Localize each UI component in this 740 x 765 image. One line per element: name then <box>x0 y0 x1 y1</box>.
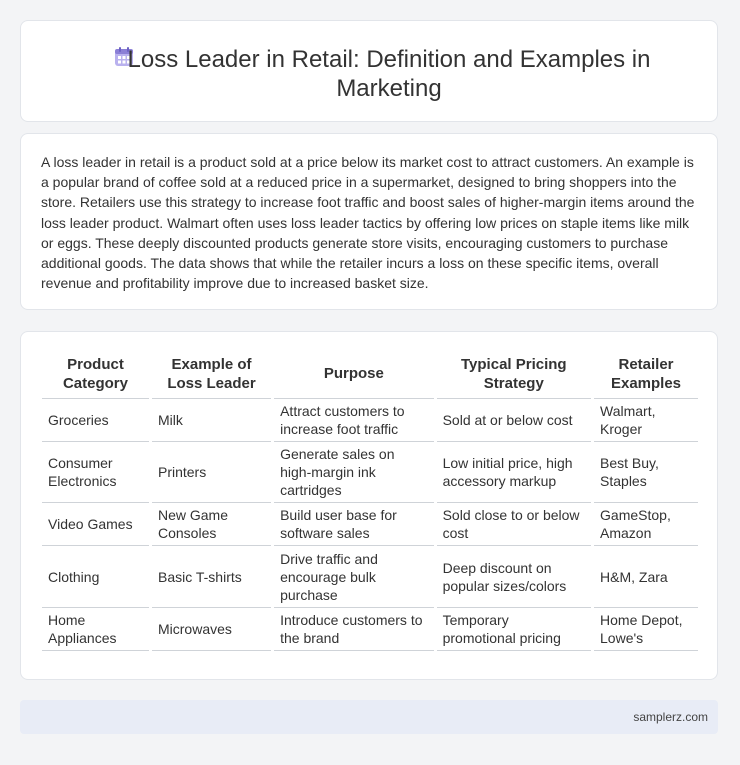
table-cell: GameStop, Amazon <box>593 503 698 546</box>
loss-leader-table <box>42 350 698 651</box>
table-cell: Best Buy, Staples <box>593 442 698 503</box>
table-cell: Drive traffic and encourage bulk purchase <box>273 546 435 608</box>
table-row <box>42 399 698 442</box>
table-cell: New Game Consoles <box>150 503 272 546</box>
table-cell: H&M, Zara <box>593 546 698 608</box>
table-cell: Microwaves <box>150 608 272 651</box>
table-cell: Consumer Electronics <box>42 442 150 503</box>
column-header: Example of Loss Leader <box>150 350 272 399</box>
column-header: Retailer Examples <box>593 350 698 399</box>
table-cell: Sold close to or below cost <box>435 503 592 546</box>
table-cell: Milk <box>150 399 272 442</box>
table-cell: Home Depot, Lowe's <box>593 608 698 651</box>
column-header: Typical Pricing Strategy <box>435 350 592 399</box>
table-cell: Walmart, Kroger <box>593 399 698 442</box>
page-title: Loss Leader in Retail: Definition and Examples in Marketing <box>127 46 651 102</box>
table-cell: Generate sales on high-margin ink cartridges <box>273 442 435 503</box>
column-header: Purpose <box>273 350 435 399</box>
column-header: Product Category <box>42 350 150 399</box>
table-cell: Deep discount on popular sizes/colors <box>435 546 592 608</box>
table-row <box>42 442 698 503</box>
table-card <box>20 331 718 680</box>
table-cell: Temporary promotional pricing <box>435 608 592 651</box>
table-row <box>42 546 698 608</box>
title-card <box>20 20 718 122</box>
table-cell: Printers <box>150 442 272 503</box>
table-header-row <box>42 350 698 399</box>
table-cell: Sold at or below cost <box>435 399 592 442</box>
table-cell: Basic T-shirts <box>150 546 272 608</box>
table-cell: Video Games <box>42 503 150 546</box>
table-cell: Build user base for software sales <box>273 503 435 546</box>
description-text: A loss leader in retail is a product sold at a price below its market cost to attract customers. An example is a popular brand of coffee sold at a reduced price in a supermarket, designed to bring shoppers into the store. Retailers use this strategy to increase foot traffic and boost sales of higher-margin items around the loss leader product. Walmart often uses loss leader tactics by offering low prices on staple items like milk or eggs. These deeply discounted products generate store visits, encouraging customers to purchase additional goods. The data shows that while the retailer incurs a loss on these specific items, overall revenue and profitability improve due to increased basket size. <box>41 154 695 292</box>
table-cell: Clothing <box>42 546 150 608</box>
table-cell: Introduce customers to the brand <box>273 608 435 651</box>
table-row <box>42 503 698 546</box>
footer-bar <box>20 700 718 734</box>
table-cell: Home Appliances <box>42 608 150 651</box>
table-cell: Groceries <box>42 399 150 442</box>
table-cell: Low initial price, high accessory markup <box>435 442 592 503</box>
description-card <box>20 133 718 310</box>
table-cell: Attract customers to increase foot traffic <box>273 399 435 442</box>
table-row <box>42 608 698 651</box>
footer-site-link[interactable]: samplerz.com <box>633 710 708 724</box>
